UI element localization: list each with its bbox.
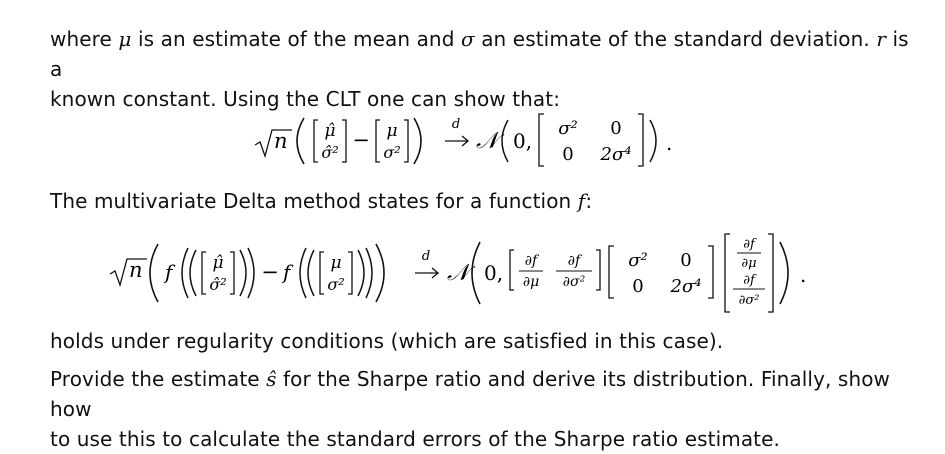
- mu: μ: [330, 253, 342, 273]
- task-text-3: to use this to calculate the standard errors of the Sharpe ratio estimate.: [50, 427, 780, 451]
- delta-text-1: The multivariate Delta method states for a function: [50, 189, 572, 213]
- f1-inner-left-paren: [190, 250, 196, 296]
- sqrt-n: n: [274, 129, 288, 153]
- minus-sign: −: [352, 128, 370, 152]
- regularity-statement: [50, 326, 910, 356]
- grad-col-mu-denominator: ∂μ: [741, 256, 757, 271]
- f1-right-paren: [248, 248, 254, 298]
- f2-inner-right-paren: [358, 250, 364, 296]
- mu-symbol: μ: [118, 27, 132, 51]
- cov-left-bracket: [539, 114, 544, 166]
- equation2-end: .: [800, 263, 807, 287]
- intro-text-2: is an estimate of the mean and: [137, 27, 455, 51]
- s-hat-symbol: ŝ: [266, 367, 277, 391]
- f2-left-paren: [300, 248, 306, 298]
- f2-inner-left-paren: [308, 250, 314, 296]
- cov-left-bracket: [609, 246, 614, 298]
- sigma-hat-squared: σ̂²: [321, 143, 339, 162]
- cov-right-bracket: [708, 246, 713, 298]
- clt-equation: [0, 100, 945, 182]
- right-paren: [414, 118, 421, 164]
- zero-comma: 0,: [484, 261, 504, 285]
- r-symbol: r: [876, 27, 886, 51]
- delta-method-equation: [0, 228, 945, 320]
- normal-left-paren: [502, 120, 508, 162]
- delta-method-statement: [50, 186, 910, 216]
- intro-text-1: where: [50, 27, 112, 51]
- task-text-2: for the Sharpe ratio and derive its distribution. Finally, show how: [50, 367, 891, 421]
- task-text-1: Provide the estimate: [50, 367, 260, 391]
- sigma-squared: σ²: [383, 143, 401, 162]
- intro-text-4: is a: [50, 27, 909, 81]
- grad-mu-numerator: ∂f: [524, 253, 538, 269]
- vec1-right-bracket: [342, 120, 346, 162]
- convergence-arrow: [415, 268, 438, 278]
- vec1-right-bracket: [230, 252, 234, 294]
- normal-left-paren: [472, 242, 480, 304]
- convergence-arrow: [445, 136, 468, 146]
- clt-equation-svg: [0, 100, 945, 182]
- f1-inner-right-paren: [240, 250, 246, 296]
- f-symbol: f: [577, 189, 586, 213]
- f1-left-paren: [182, 248, 188, 298]
- minus-sign: −: [261, 260, 279, 284]
- gradient-col-left-bracket: [725, 234, 730, 312]
- mu: μ: [386, 121, 398, 141]
- vec2-left-bracket: [320, 252, 324, 294]
- vec2-right-bracket: [348, 252, 352, 294]
- mu-hat: μ̂: [324, 121, 336, 141]
- outer-right-paren: [376, 244, 384, 302]
- vec2-left-bracket: [376, 120, 380, 162]
- cov-12: 0: [680, 250, 692, 271]
- f2-right-paren: [366, 248, 372, 298]
- cov-22: 2σ⁴: [600, 144, 632, 165]
- cov-22: 2σ⁴: [670, 276, 702, 297]
- vec2-right-bracket: [404, 120, 408, 162]
- cov-12: 0: [610, 118, 622, 139]
- normal-right-paren: [650, 120, 656, 162]
- gradient-row-left-bracket: [510, 250, 514, 290]
- normal-symbol: 𝒩: [476, 128, 499, 154]
- f-2: f: [283, 260, 291, 284]
- gradient-row-right-bracket: [596, 250, 600, 290]
- grad-col-sigma-numerator: ∂f: [743, 273, 755, 288]
- left-paren: [297, 118, 304, 164]
- arrow-label-d: d: [421, 249, 431, 264]
- delta-equation-svg: [0, 228, 945, 320]
- equation1-end: .: [666, 131, 673, 155]
- vec1-left-bracket: [314, 120, 318, 162]
- gradient-col-right-bracket: [768, 234, 773, 312]
- grad-col-mu-numerator: ∂f: [743, 237, 755, 252]
- intro-text-3: an estimate of the standard deviation.: [481, 27, 870, 51]
- mu-hat: μ̂: [212, 253, 224, 273]
- delta-text-2: :: [585, 189, 593, 213]
- normal-symbol: 𝒩: [447, 260, 470, 286]
- grad-mu-denominator: ∂μ: [522, 274, 540, 290]
- sigma-hat-squared: σ̂²: [209, 275, 227, 294]
- grad-col-sigma-denominator: ∂σ²: [738, 293, 760, 308]
- cov-right-bracket: [638, 114, 643, 166]
- sqrt-n: n: [129, 258, 143, 282]
- cov-21: 0: [632, 276, 644, 297]
- cov-11: σ²: [558, 118, 578, 139]
- arrow-label-d: d: [451, 117, 461, 132]
- outer-left-paren: [150, 244, 158, 302]
- intro-text-5: known constant. Using the CLT one can show that:: [50, 87, 561, 111]
- grad-sigma-denominator: ∂σ²: [562, 274, 586, 290]
- sigma-squared: σ²: [327, 275, 345, 294]
- vec1-left-bracket: [202, 252, 206, 294]
- regularity-text: holds under regularity conditions (which are satisfied in this case).: [50, 329, 724, 353]
- grad-sigma-numerator: ∂f: [567, 253, 581, 269]
- sigma-symbol: σ: [460, 27, 475, 51]
- cov-21: 0: [562, 144, 574, 165]
- normal-right-paren: [780, 242, 788, 304]
- zero-comma: 0,: [513, 129, 533, 153]
- cov-11: σ²: [628, 250, 648, 271]
- f-1: f: [165, 260, 173, 284]
- task-paragraph: [50, 364, 910, 454]
